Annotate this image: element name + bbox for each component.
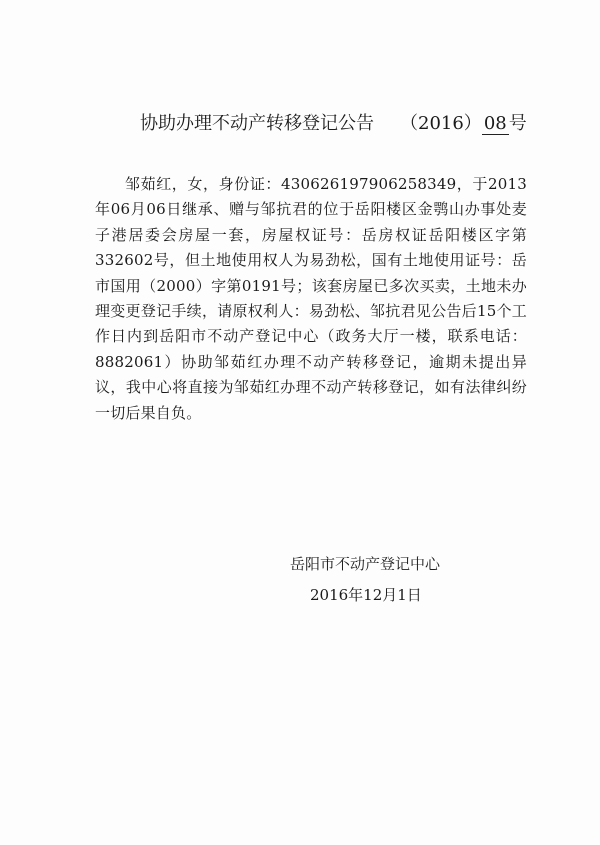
notice-number: [400, 112, 527, 136]
issue-date: 2016年12月1日: [310, 586, 422, 604]
notice-body: 邹茹红，女，身份证：430626197906258349，于2013年06月06日继承、赠与邹抗君的位于岳阳楼区金鹗山办事处麦子港居委会房屋一套，房屋权证号：岳房权证岳阳楼区字第332602号，但土地使用权人为易劲松，国有土地使用证号：岳市国用（2000）字第0191号；该套房屋已多次买卖，土地未办理变更登记手续，请原权利人：易劲松、邹抗君见公告后15个工作日内到岳阳市不动产登记中心（政务大厅一楼，联系电话：8882061）协助邹茹红办理不动产转移登记，逾期未提出异议，我中心将直接为邹茹红办理不动产转移登记，如有法律纠纷一切后果自负。: [95, 175, 527, 422]
notice-number-suffix: 号: [508, 113, 527, 134]
notice-number-prefix: （2016）: [400, 113, 482, 134]
notice-title: [140, 112, 540, 136]
notice-title-text: 协助办理不动产转移登记公告: [140, 113, 374, 134]
notice-number-value: 08: [483, 113, 507, 134]
issuer-signature: 岳阳市不动产登记中心: [290, 555, 441, 573]
